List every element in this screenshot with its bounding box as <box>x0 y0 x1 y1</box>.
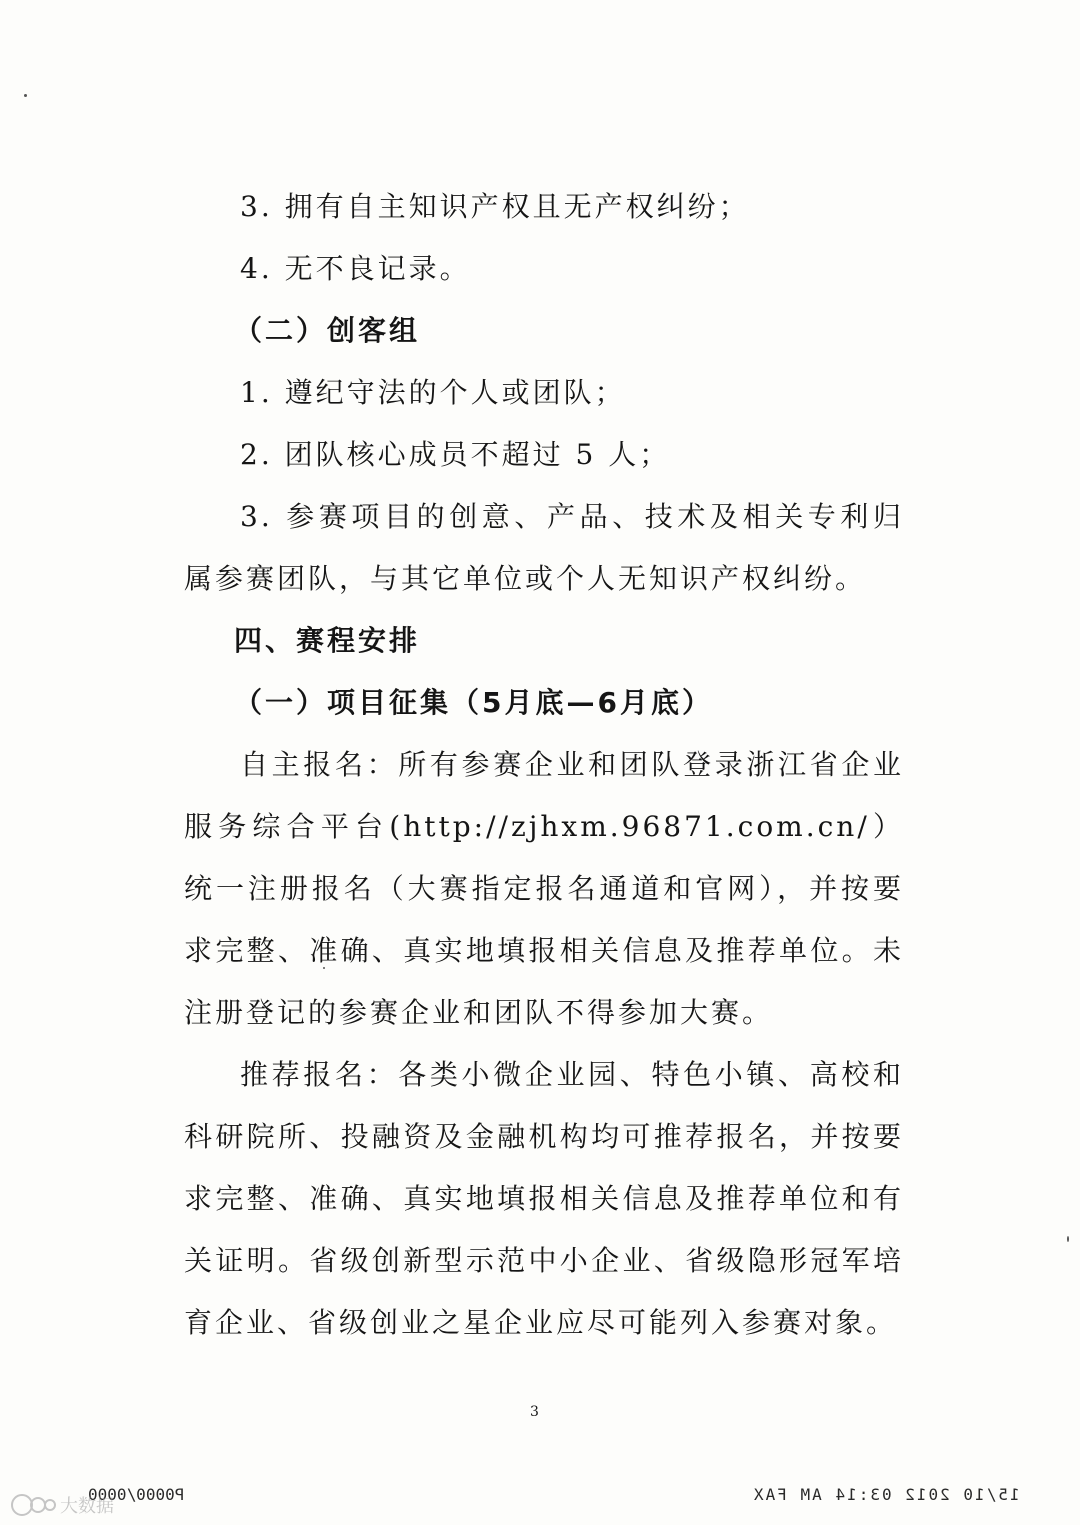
document-body <box>184 176 904 1354</box>
body-paragraph: 自主报名：所有参赛企业和团队登录浙江省企业服务综合平台(http://zjhxm.96871.com.cn/）统一注册报名（大赛指定报名通道和官网），并按要求完整、准确、真实地填报相关信息及推荐单位。未注册登记的参赛企业和团队不得参加大赛。 <box>184 748 904 1029</box>
scan-speck <box>24 94 27 97</box>
section-heading: （二）创客组 <box>234 314 421 347</box>
watermark-text: 大数据 <box>60 1496 114 1517</box>
scan-speck <box>1067 1236 1069 1242</box>
section-heading: 四、赛程安排 <box>234 624 421 657</box>
fax-counter-text: 0000/0000 <box>88 1485 175 1504</box>
watermark-logo <box>8 1490 158 1520</box>
scan-speck <box>323 967 325 969</box>
fax-mark: P <box>174 1485 185 1504</box>
subsection-heading: （一）项目征集（5月底—6月底） <box>234 686 713 719</box>
fax-timestamp: 15/10 2012 03:14 AM FAX <box>752 1485 1020 1504</box>
fax-footer <box>0 1485 1080 1515</box>
body-paragraph: 推荐报名：各类小微企业园、特色小镇、高校和科研院所、投融资及金融机构均可推荐报名，并按要求完整、准确、真实地填报相关信息及推荐单位和有关证明。省级创新型示范中小企业、省级隐形冠军培育企业、省级创业之星企业应尽可能列入参赛对象。 <box>184 1058 904 1339</box>
list-item: 1. 遵纪守法的个人或团队； <box>240 376 626 409</box>
page-number: 3 <box>530 1404 539 1420</box>
list-item: 4. 无不良记录。 <box>240 252 471 285</box>
list-item: 2. 团队核心成员不超过 5 人； <box>240 438 671 471</box>
list-item: 3. 拥有自主知识产权且无产权纠纷； <box>240 190 750 223</box>
list-item: 3. 参赛项目的创意、产品、技术及相关专利归属参赛团队，与其它单位或个人无知识产权纠纷。 <box>184 500 904 595</box>
